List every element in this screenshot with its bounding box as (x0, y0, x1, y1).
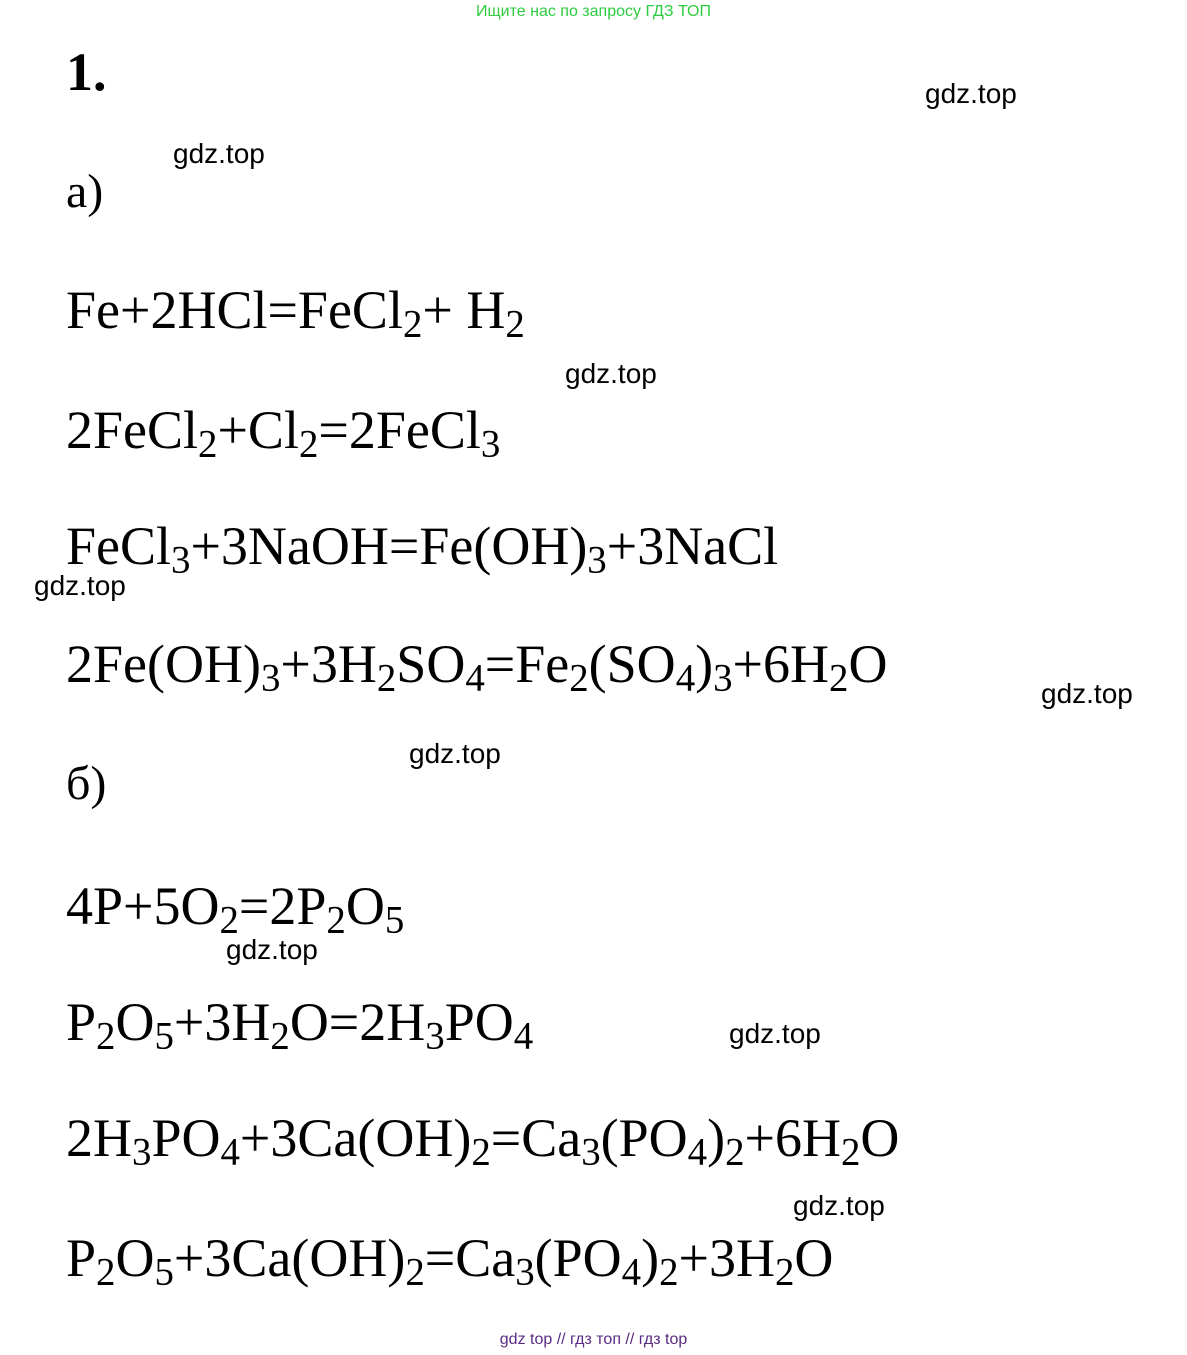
equation-b4: $P_2O_5+3Ca(OH)_2=Ca_3(PO_4)_2+3H_2O$ (66, 1228, 834, 1294)
equation-b2: $P_2O_5+3H_2O=2H_3PO_4$ (66, 992, 534, 1058)
task-number: 1. (66, 42, 107, 102)
watermark: gdz.top (793, 1190, 885, 1221)
footer-watermark: gdz top // гдз топ // гдз top (499, 1331, 688, 1348)
watermark: gdz.top (173, 138, 265, 169)
equation-a1: Fe+2HCl=FeCl$_2$+ $H_2$ (66, 280, 525, 346)
watermark: gdz.top (565, 358, 657, 389)
equation-a4: $2Fe(OH)_3+3H_2SO_4=Fe_2(SO_4)_3+6H_2O$ (66, 634, 888, 700)
watermark: gdz.top (409, 738, 501, 769)
watermark: gdz.top (729, 1018, 821, 1049)
section-a-label: а) (66, 165, 104, 218)
equation-a3: $FeCl_3+3NaOH=Fe(OH)_3+3NaCl$ (66, 516, 779, 582)
watermark: gdz.top (34, 570, 126, 601)
search-banner: Ищите нас по запросу ГДЗ ТОП (476, 3, 711, 20)
watermark: gdz.top (1041, 678, 1133, 709)
equation-b3: $2H_3PO_4+3Ca(OH)_2=Ca_3(PO_4)_2+6H_2O$ (66, 1108, 900, 1174)
section-b-label: б) (66, 757, 107, 810)
watermark: gdz.top (925, 78, 1017, 109)
watermark: gdz.top (226, 934, 318, 965)
equation-a2: $2FeCl_2+Cl_2=2FeCl_3$ (66, 400, 501, 466)
equation-b1: $4P+5O_2=2P_2O_5$ (66, 876, 405, 942)
